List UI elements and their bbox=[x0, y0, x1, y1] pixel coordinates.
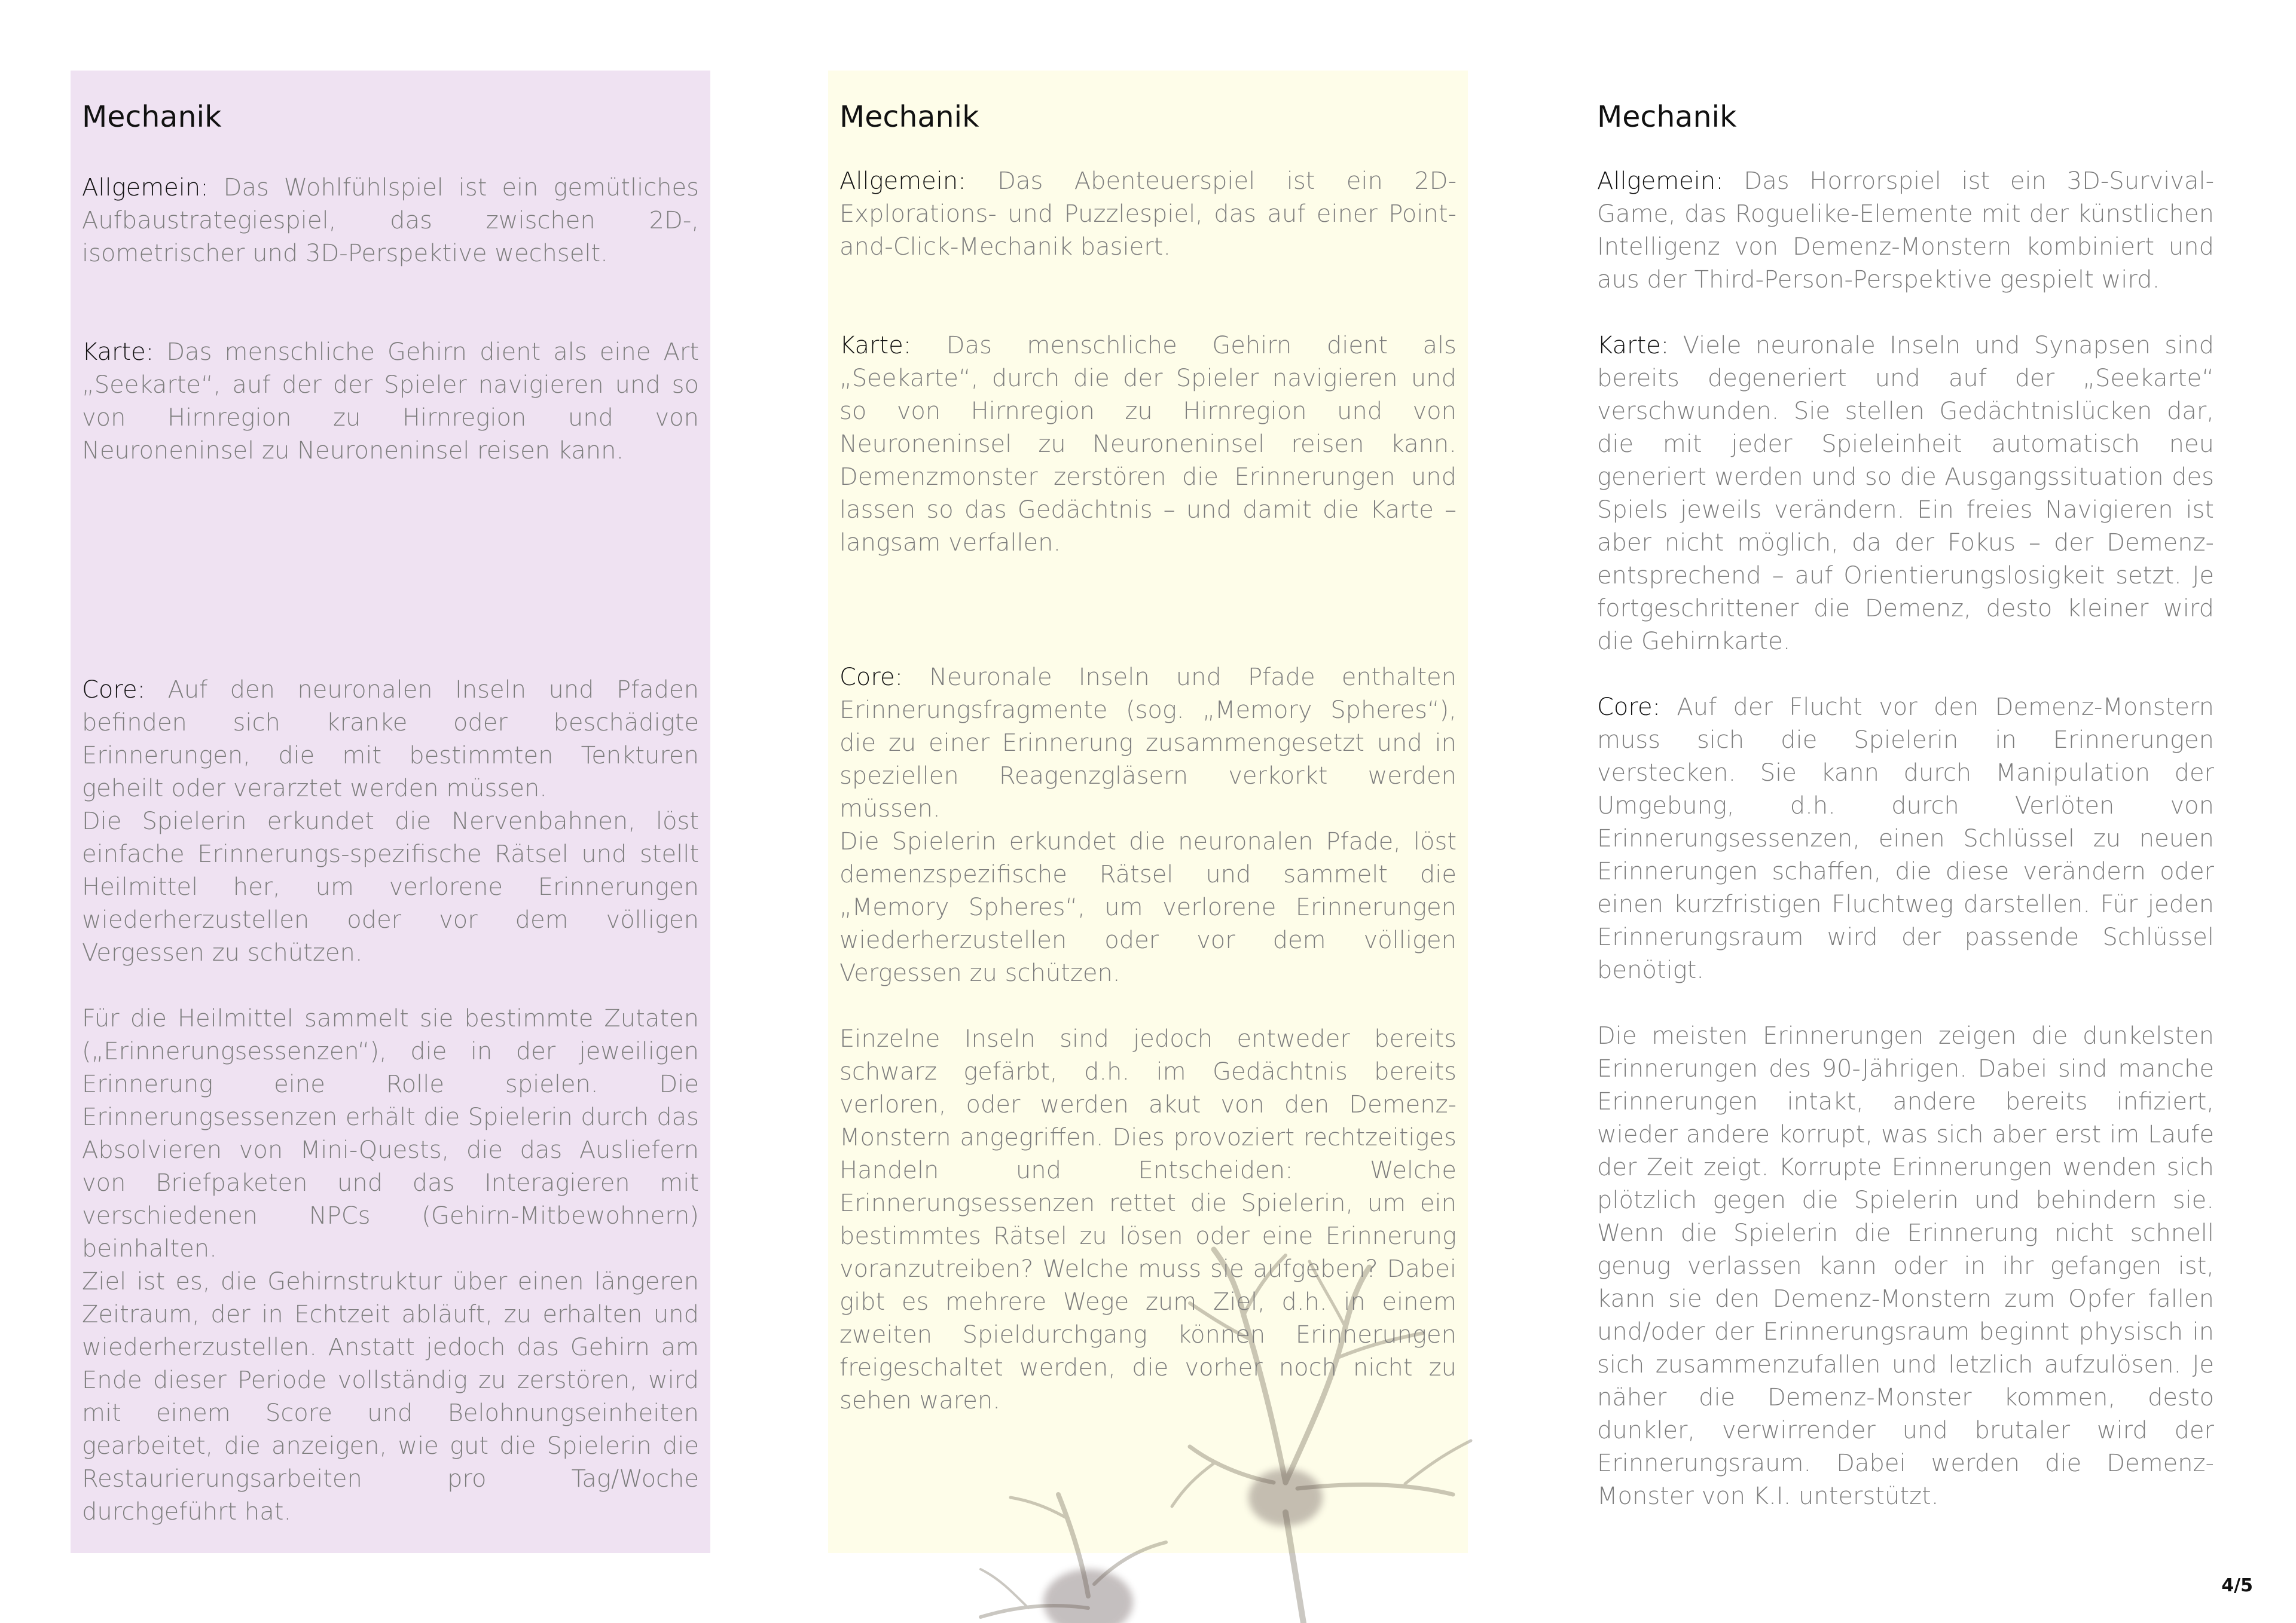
allgemein-text: Das Wohlfühlspiel ist ein gemütliches Aufbaustrategiespiel, das zwischen 2D-, isometrischer und 3D-Perspektive wechselt. bbox=[82, 174, 699, 267]
allgemein-paragraph bbox=[1597, 165, 2214, 297]
karte-text: Das menschliche Gehirn dient als „Seekarte“, durch die der Spieler navigieren und so von Hirnregion zu Hirnregion und von Neuroneninsel zu Neuroneninsel reisen kann. Demenzmonster zerstören die Erinnerungen und lassen so das Gedächtnis – und damit die Karte – langsam verfallen. bbox=[839, 332, 1457, 557]
body-paragraph: Die Spielerin erkundet die Nervenbahnen, löst einfache Erinnerungs-spezifische Rätsel und stellt Heilmittel her, um verlorene Erinnerungen wiederherzustellen oder vor dem völligen Vergessen zu schützen. bbox=[82, 808, 699, 967]
karte-paragraph bbox=[82, 336, 699, 467]
column-heading: Mechanik bbox=[82, 100, 222, 134]
core-label: Core: bbox=[1597, 693, 1661, 721]
core-label: Core: bbox=[82, 676, 146, 704]
column-heading: Mechanik bbox=[1597, 100, 1737, 134]
karte-paragraph bbox=[1597, 329, 2214, 658]
allgemein-label: Allgemein: bbox=[1597, 167, 1724, 195]
body-paragraph: Ziel ist es, die Gehirnstruktur über einen längeren Zeitraum, der in Echtzeit abläuft, zu erhalten und wiederherzustellen. Anstatt jedoch das Gehirn am Ende dieser Periode vollständig zu zerstören, wird mit einem Score und Belohnungseinheiten gearbeitet, die anzeigen, wie gut die Spielerin die Restaurierungsarbeiten pro Tag/Woche durchgeführt hat. bbox=[82, 1268, 699, 1526]
column-adventure-game bbox=[828, 71, 1468, 1553]
page-number: 4/5 bbox=[2221, 1575, 2253, 1596]
core-text: Auf den neuronalen Inseln und Pfaden befinden sich kranke oder beschädigte Erinnerungen, die mit bestimmten Tenkturen geheilt oder verarztet werden müssen. bbox=[82, 676, 700, 802]
core-text: Neuronale Inseln und Pfade enthalten Erinnerungsfragmente (sog. „Memory Spheres“), die zu einer Erinnerung zusammengesetzt und in speziellen Reagenzgläsern verkorkt werden müssen. bbox=[839, 664, 1457, 823]
allgemein-label: Allgemein: bbox=[82, 174, 209, 201]
karte-text: Viele neuronale Inseln und Synapsen sind bereits degeneriert und auf der „Seekarte“ verschwunden. Sie stellen Gedächtnislücken dar, die mit jeder Spieleinheit automatisch neu generiert werden und so die Ausgangssituation des Spiels jeweils verändern. Ein freies Navigieren ist aber nicht möglich, da der Fokus – der Demenz-entsprechend – auf Orientierungslosigkeit setzt. Je fortgeschrittener die Demenz, desto kleiner wird die Gehirnkarte. bbox=[1597, 332, 2214, 655]
allgemein-text: Das Horrorspiel ist ein 3D-Survival-Game, das Roguelike-Elemente mit der künstlichen Intelligenz von Demenz-Monstern kombiniert und aus der Third-Person-Perspektive gespielt wird. bbox=[1597, 167, 2215, 294]
column-horror-game bbox=[1586, 71, 2225, 1553]
karte-label: Karte: bbox=[82, 338, 154, 366]
body-paragraph: Für die Heilmittel sammelt sie bestimmte Zutaten („Erinnerungsessenzen“), die in der jeweiligen Erinnerung eine Rolle spielen. Die Erinnerungsessenzen erhält die Spielerin durch das Absolvieren von Mini-Quests, die das Ausliefern von Briefpaketen und das Interagieren mit verschiedenen NPCs (Gehirn-Mitbewohnern) beinhalten. bbox=[82, 1005, 699, 1263]
allgemein-label: Allgemein: bbox=[839, 167, 966, 195]
karte-label: Karte: bbox=[839, 332, 912, 359]
karte-text: Das menschliche Gehirn dient als eine Art „Seekarte“, auf der der Spieler navigieren und so von Hirnregion zu Hirnregion und von Neuroneninsel zu Neuroneninsel reisen kann. bbox=[82, 338, 700, 464]
body-paragraph: Die Spielerin erkundet die neuronalen Pfade, löst demenzspezifische Rätsel und sammelt die „Memory Spheres“, um verlorene Erinnerungen wiederherzustellen oder vor dem völligen Vergessen zu schützen. bbox=[839, 828, 1457, 987]
allgemein-text: Das Abenteuerspiel ist ein 2D-Explorations- und Puzzlespiel, das auf einer Point-and-Click-Mechanik basiert. bbox=[839, 167, 1457, 261]
karte-paragraph bbox=[839, 329, 1457, 560]
body-paragraph: Einzelne Inseln sind jedoch entweder bereits schwarz gefärbt, d.h. im Gedächtnis bereits verloren, oder werden akut von den Demenz-Monstern angegriffen. Dies provoziert rechtzeitiges Handeln und Entscheiden: Welche Erinnerungsessenzen rettet die Spielerin, um ein bestimmtes Rätsel zu lösen oder eine Erinnerung voranzutreiben? Welche muss sie aufgeben? Dabei gibt es mehrere Wege zum Ziel, d.h. in einem zweiten Spieldurchgang können Erinnerungen freigeschaltet werden, die vorher noch nicht zu sehen waren. bbox=[839, 1025, 1457, 1414]
column-heading: Mechanik bbox=[839, 100, 979, 134]
allgemein-paragraph bbox=[82, 172, 699, 270]
core-paragraph bbox=[1597, 691, 2214, 987]
core-text: Auf der Flucht vor den Demenz-Monstern muss sich die Spielerin in Erinnerungen verstecken. Sie kann durch Manipulation der Umgebung, d.h. durch Verlöten von Erinnerungsessenzen, einen Schlüssel zu neuen Erinnerungen schaffen, die diese verändern oder einen kurzfristigen Fluchtweg darstellen. Für jeden Erinnerungsraum wird der passende Schlüssel benötigt. bbox=[1597, 693, 2214, 984]
karte-label: Karte: bbox=[1597, 332, 1669, 359]
core-paragraph bbox=[82, 674, 699, 805]
core-paragraph bbox=[839, 661, 1457, 826]
core-label: Core: bbox=[839, 664, 903, 691]
body-paragraph: Die meisten Erinnerungen zeigen die dunkelsten Erinnerungen des 90-Jährigen. Dabei sind manche Erinnerungen intakt, andere bereits infiziert, wieder andere korrupt, was sich aber erst im Laufe der Zeit zeigt. Korrupte Erinnerungen wenden sich plötzlich gegen die Spielerin und behindern sie. Wenn die Spielerin die Erinnerung nicht schnell genug verlassen kann oder in ihr gefangen ist, kann sie den Demenz-Monstern zum Opfer fallen und/oder der Erinnerungsraum beginnt physisch in sich zusammenzufallen und letzlich aufzulösen. Je näher die Demenz-Monster kommen, desto dunkler, verwirrender und brutaler wird der Erinnerungsraum. Dabei werden die Demenz-Monster von K.I. unterstützt. bbox=[1597, 1022, 2214, 1510]
column-cozy-game bbox=[71, 71, 710, 1553]
allgemein-paragraph bbox=[839, 165, 1457, 264]
